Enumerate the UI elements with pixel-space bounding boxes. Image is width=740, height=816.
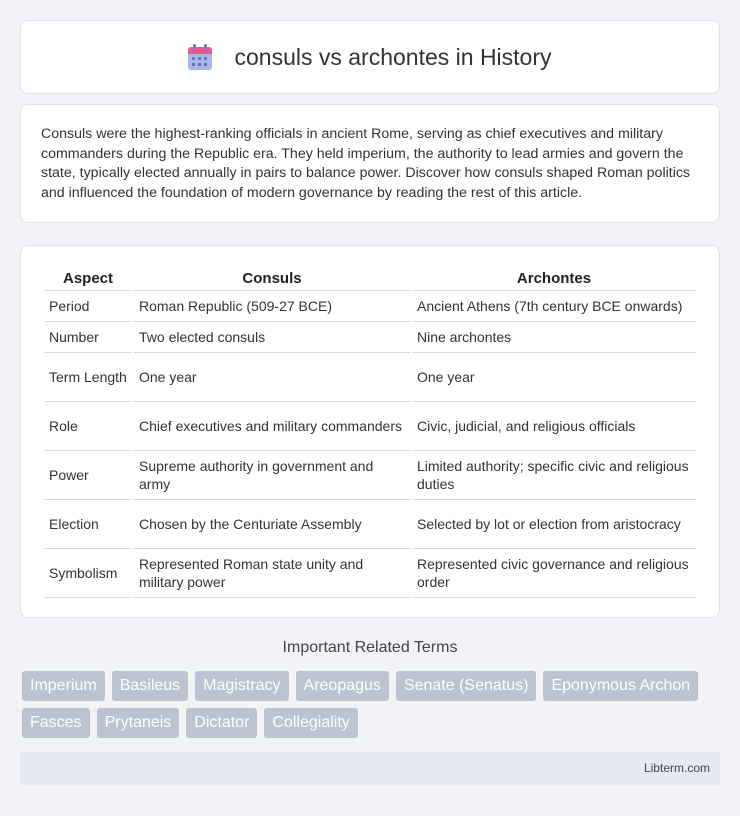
- related-term-tag[interactable]: Magistracy: [195, 671, 288, 701]
- comparison-table: [42, 266, 698, 598]
- related-term-tag[interactable]: Basileus: [112, 671, 188, 701]
- table-row: [44, 353, 696, 402]
- table-cell: Represented Roman state unity and military power: [134, 549, 410, 598]
- table-cell: Period: [44, 291, 132, 322]
- table-cell: Role: [44, 402, 132, 451]
- related-term-tag[interactable]: Imperium: [22, 671, 105, 701]
- table-row: [44, 322, 696, 353]
- table-cell: One year: [134, 353, 410, 402]
- related-term-tag[interactable]: Prytaneis: [97, 708, 180, 738]
- table-cell: Symbolism: [44, 549, 132, 598]
- related-term-tag[interactable]: Eponymous Archon: [543, 671, 698, 701]
- table-row: [44, 402, 696, 451]
- table-cell: Represented civic governance and religious order: [412, 549, 696, 598]
- table-cell: Election: [44, 500, 132, 549]
- table-cell: Term Length: [44, 353, 132, 402]
- table-cell: Number: [44, 322, 132, 353]
- footer: [20, 752, 720, 785]
- table-row: [44, 500, 696, 549]
- column-header-archontes: Archontes: [412, 266, 696, 291]
- column-header-aspect: Aspect: [44, 266, 132, 291]
- page-title: consuls vs archontes in History: [234, 43, 552, 70]
- table-cell: Chosen by the Centuriate Assembly: [134, 500, 410, 549]
- table-cell: Limited authority; specific civic and religious duties: [412, 451, 696, 500]
- table-cell: Supreme authority in government and army: [134, 451, 410, 500]
- title-wrap: [188, 44, 551, 71]
- intro-card: [20, 104, 720, 223]
- header-card: [20, 20, 720, 94]
- related-term-tag[interactable]: Senate (Senatus): [396, 671, 537, 701]
- related-terms-list: [22, 671, 722, 738]
- table-cell: Ancient Athens (7th century BCE onwards): [412, 291, 696, 322]
- table-cell: Two elected consuls: [134, 322, 410, 353]
- related-term-tag[interactable]: Collegiality: [264, 708, 357, 738]
- table-cell: Civic, judicial, and religious officials: [412, 402, 696, 451]
- table-cell: Roman Republic (509-27 BCE): [134, 291, 410, 322]
- calendar-icon: [188, 44, 212, 70]
- comparison-table-card: [20, 245, 720, 618]
- table-row: [44, 451, 696, 500]
- table-cell: One year: [412, 353, 696, 402]
- table-cell: Chief executives and military commanders: [134, 402, 410, 451]
- table-cell: Power: [44, 451, 132, 500]
- table-row: [44, 291, 696, 322]
- related-term-tag[interactable]: Dictator: [186, 708, 257, 738]
- table-cell: Selected by lot or election from aristocracy: [412, 500, 696, 549]
- table-cell: Nine archontes: [412, 322, 696, 353]
- table-row: [44, 549, 696, 598]
- footer-site-link[interactable]: Libterm.com: [643, 761, 710, 775]
- column-header-consuls: Consuls: [134, 266, 410, 291]
- related-term-tag[interactable]: Areopagus: [296, 671, 389, 701]
- related-terms-title: Important Related Terms: [282, 639, 458, 656]
- table-header-row: [44, 266, 696, 291]
- related-term-tag[interactable]: Fasces: [22, 708, 90, 738]
- intro-text: Consuls were the highest-ranking officials in ancient Rome, serving as chief executives and military commanders during the Republic era. They held imperium, the authority to lead armies and govern the state, typically elected annually in pairs to balance power. Discover how consuls shaped Roman politics and influenced the foundation of modern governance by reading the rest of this article.: [41, 126, 691, 201]
